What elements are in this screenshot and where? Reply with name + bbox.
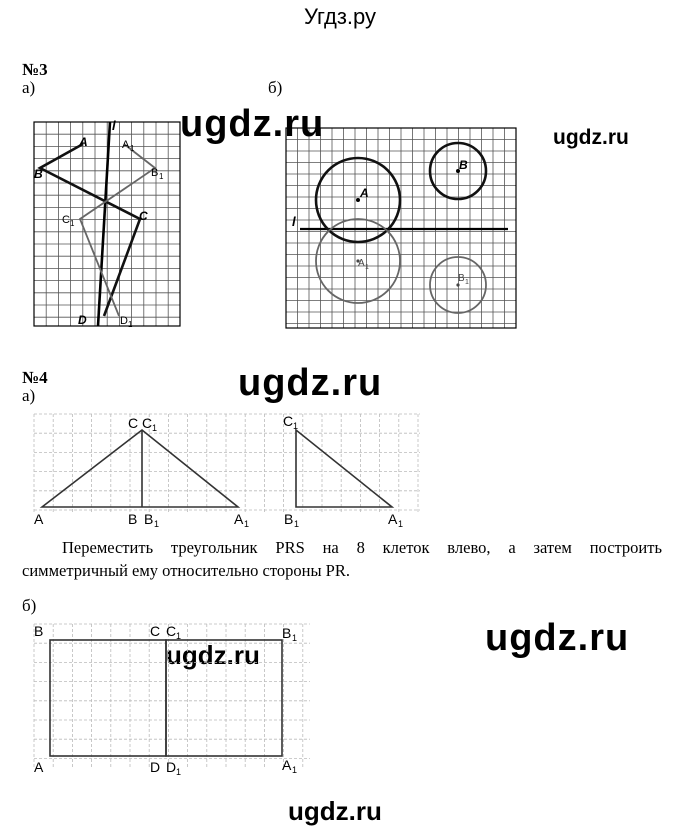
label-B1: B (458, 273, 465, 284)
label-C1-sub: 1 (152, 423, 158, 433)
task4-figure-a (28, 408, 428, 534)
label-A: A (360, 186, 369, 200)
label-C1: C (166, 623, 177, 639)
label-B: B (34, 167, 43, 181)
label-A1b-sub: 1 (398, 519, 404, 529)
label-A1: A (358, 258, 365, 269)
task3-part-a: а) (22, 78, 36, 97)
task3-figure-b (282, 124, 520, 332)
label-C1b: C (283, 413, 294, 429)
label-C1b-sub: 1 (293, 421, 299, 431)
label-C: C (128, 415, 139, 431)
label-B: B (34, 623, 44, 639)
label-A1: A (282, 757, 292, 773)
watermark: ugdz.ru (485, 617, 630, 659)
label-B1-sub: 1 (159, 172, 164, 181)
watermark: ugdz.ru (553, 126, 629, 149)
label-l: l (292, 214, 296, 229)
watermark: ugdz.ru (238, 362, 383, 404)
label-D1: D (120, 315, 128, 327)
label-l: l (112, 118, 116, 133)
task3-part-b: б) (268, 78, 283, 97)
label-A1: A (234, 511, 244, 527)
task3-number: №3 (22, 60, 48, 79)
watermark: ugdz.ru (166, 640, 260, 670)
label-A: A (34, 759, 44, 775)
original-polyline (40, 144, 140, 316)
label-B1: B (151, 167, 159, 179)
label-A: A (79, 135, 88, 149)
instruction-line-1: Переместить треугольник PRS на 8 клеток влево, а затем построить (62, 538, 662, 557)
label-A1-sub: 1 (130, 144, 135, 153)
task4-number: №4 (22, 368, 48, 387)
label-C1: C (62, 214, 70, 226)
label-B1-sub: 1 (465, 279, 469, 286)
label-B: B (459, 158, 468, 172)
label-B1b-sub: 1 (294, 519, 300, 529)
label-D1-sub: 1 (176, 767, 182, 777)
task4-instruction (22, 536, 662, 582)
label-D1: D (166, 759, 177, 775)
label-B1-sub: 1 (292, 633, 298, 643)
label-A: A (34, 511, 44, 527)
label-B1: B (282, 625, 292, 641)
label-C1: C (142, 415, 153, 431)
triangle-A1B1C1 (296, 430, 392, 507)
task4-part-a: а) (22, 386, 36, 405)
label-A1-sub: 1 (365, 264, 369, 271)
label-C1-sub: 1 (176, 631, 182, 641)
label-B1: B (144, 511, 154, 527)
label-A1-sub: 1 (244, 519, 250, 529)
label-D: D (150, 759, 161, 775)
label-B1b: B (284, 511, 294, 527)
site-title: Угдз.ру (303, 4, 377, 29)
label-C: C (139, 209, 148, 223)
task4-part-b: б) (22, 596, 37, 615)
label-A1: A (122, 139, 130, 151)
label-B: B (128, 511, 138, 527)
task4-figure-b (28, 618, 318, 788)
label-C: C (150, 623, 161, 639)
instruction-line-2: симметричный ему относительно стороны PR. (22, 561, 350, 580)
square-A1B1C1D1 (166, 640, 282, 756)
axis-line (98, 122, 110, 326)
task3-figure-a (28, 116, 188, 332)
label-D: D (78, 313, 87, 327)
label-D1-sub: 1 (128, 320, 133, 329)
square-ABCD (50, 640, 166, 756)
label-A1-sub: 1 (292, 765, 298, 775)
label-B1-sub: 1 (154, 519, 160, 529)
watermark: ugdz.ru (288, 796, 382, 826)
label-C1-sub: 1 (70, 219, 75, 228)
watermark: ugdz.ru (180, 103, 325, 145)
triangle-ABC (42, 430, 238, 507)
label-A1b: A (388, 511, 398, 527)
